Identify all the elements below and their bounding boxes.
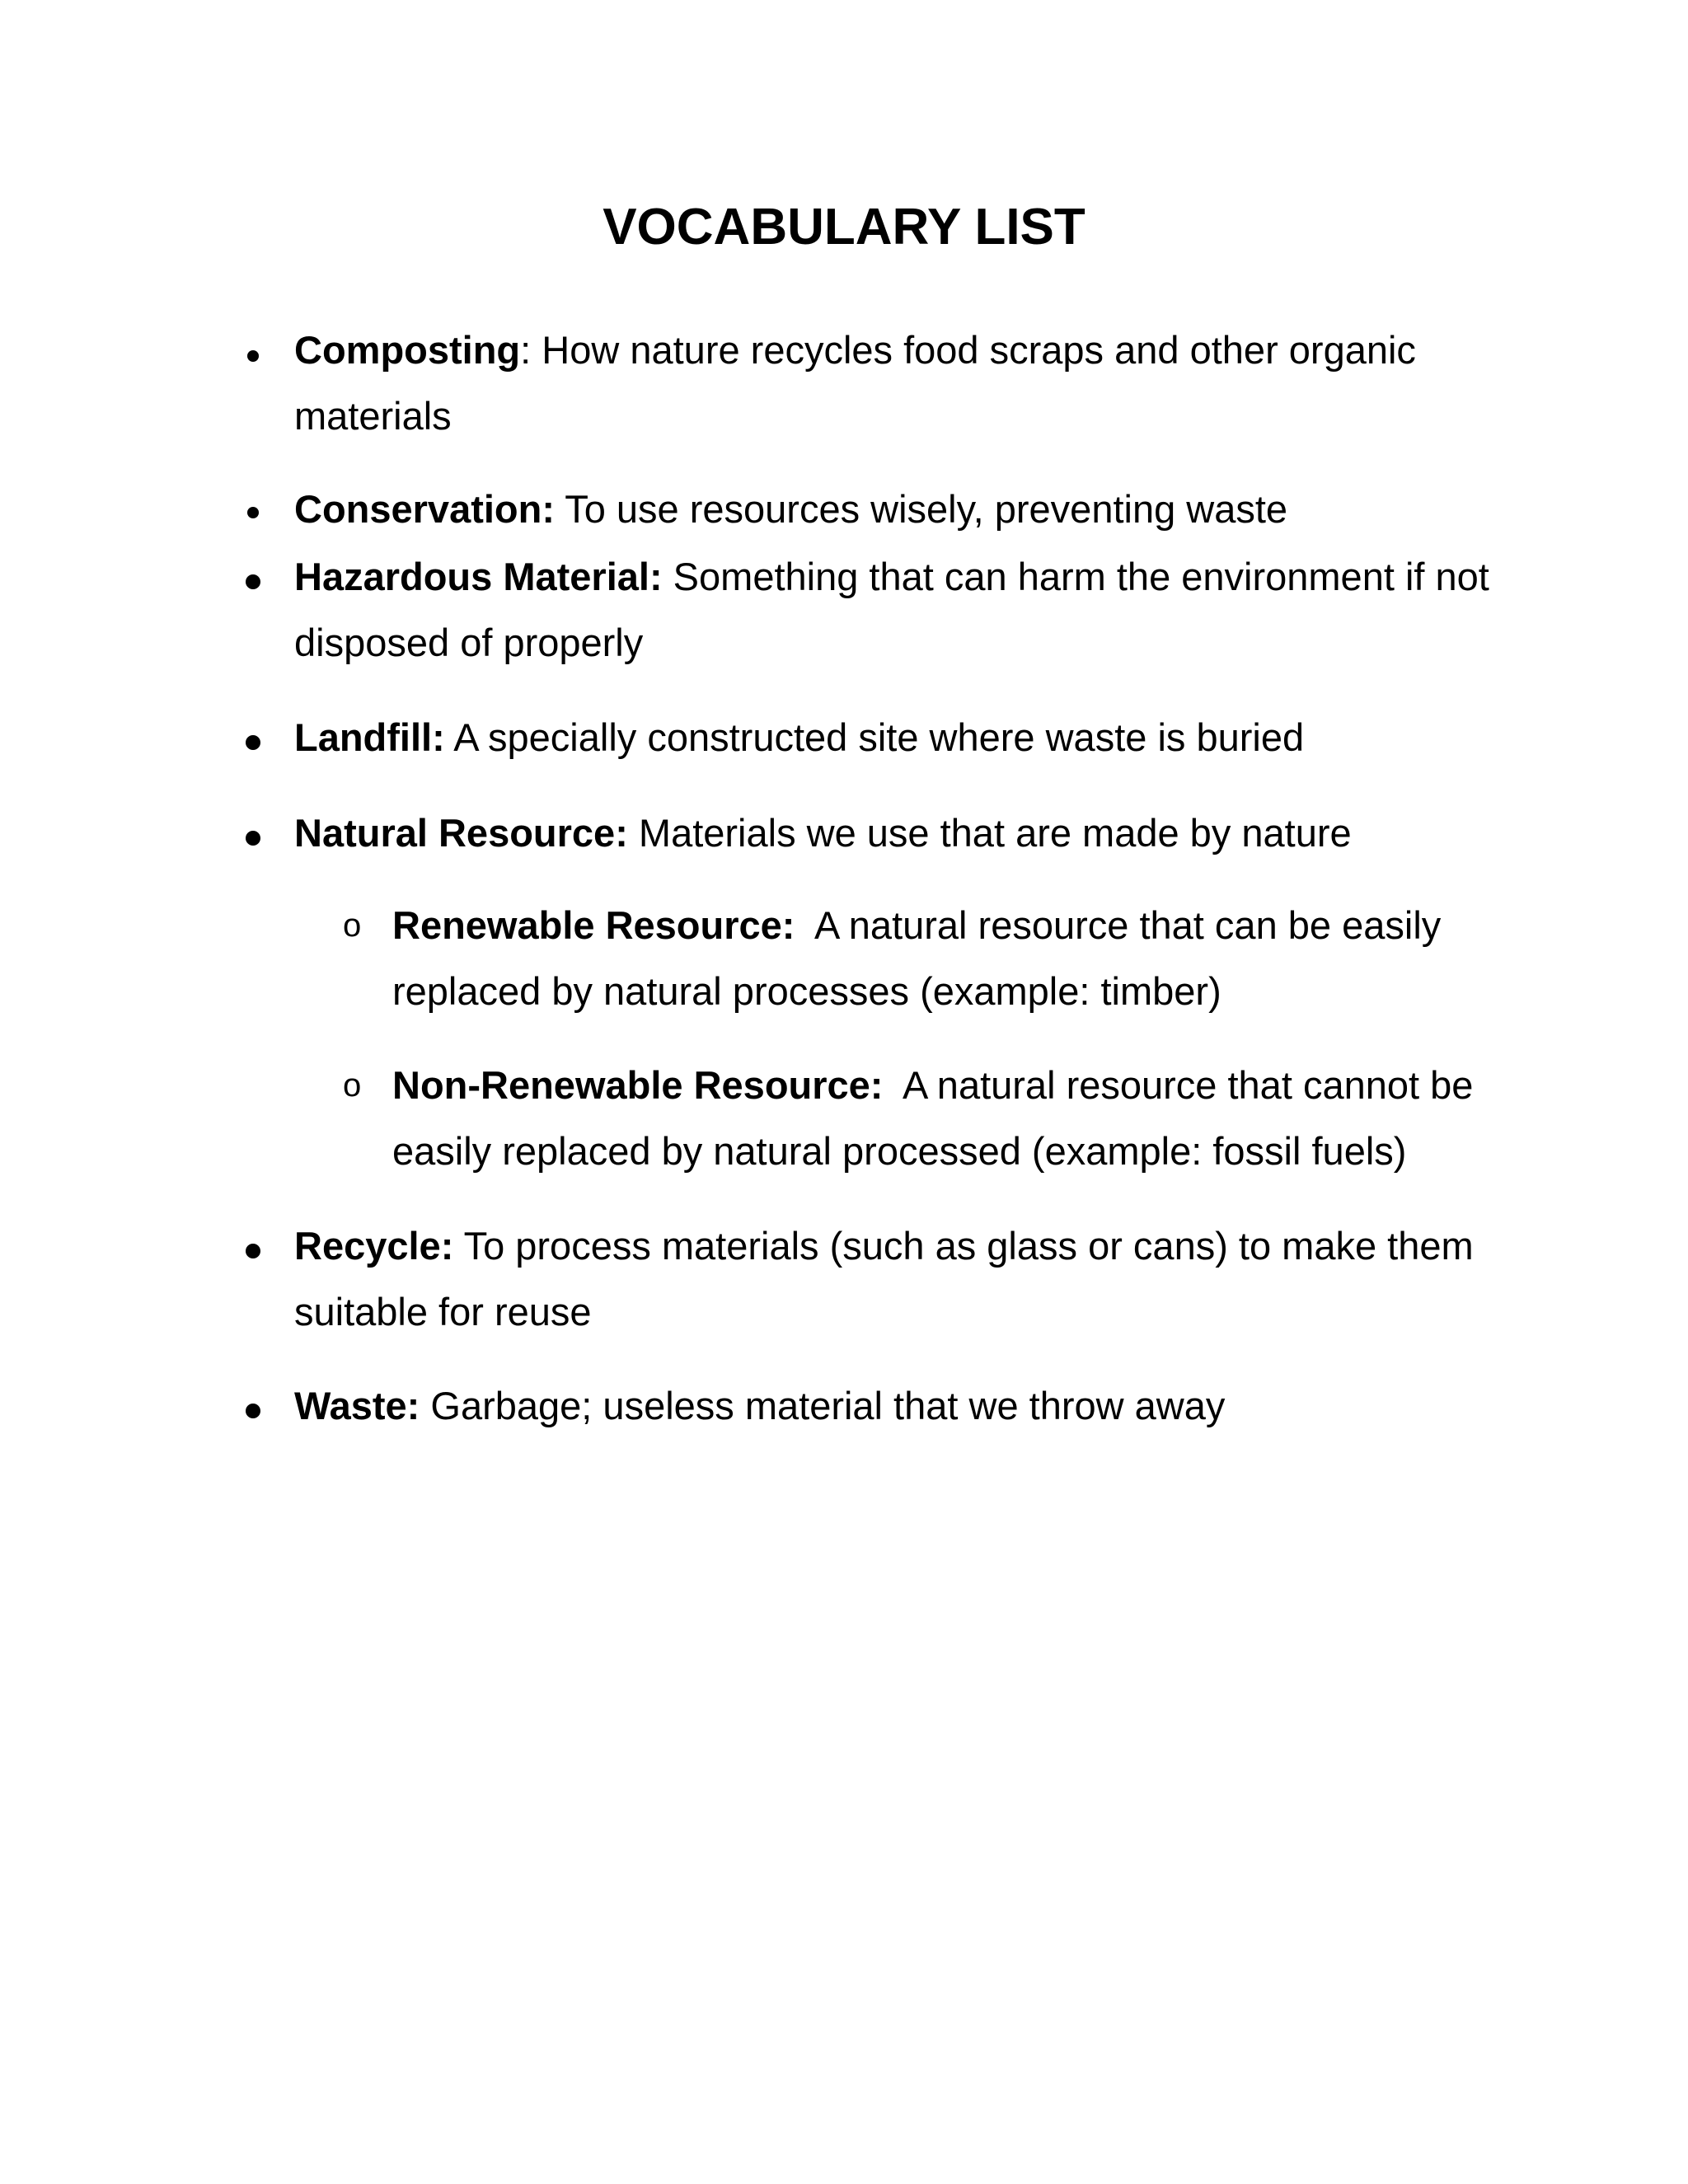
bullet-icon bbox=[247, 507, 259, 518]
page-title: VOCABULARY LIST bbox=[603, 199, 1085, 255]
definition-text: materials bbox=[294, 394, 452, 438]
bullet-icon bbox=[246, 1404, 260, 1418]
bullet-icon bbox=[246, 1244, 260, 1258]
definition-text: Garbage; useless material that we throw away bbox=[420, 1384, 1226, 1427]
definition-text: : How nature recycles food scraps and other organic bbox=[520, 328, 1416, 372]
definition-text: A natural resource that can be easily bbox=[795, 903, 1442, 947]
term-label: Waste: bbox=[294, 1384, 420, 1427]
term-label: Recycle: bbox=[294, 1224, 454, 1268]
definition-text: To process materials (such as glass or cans) to make them bbox=[453, 1224, 1474, 1268]
term-label: Non-Renewable Resource: bbox=[392, 1063, 884, 1107]
definition-text: disposed of properly bbox=[294, 621, 644, 664]
definition-text: Something that can harm the environment if not bbox=[662, 555, 1489, 598]
term-label: Composting bbox=[294, 328, 521, 372]
bullet-icon bbox=[247, 350, 259, 362]
term-label: Natural Resource: bbox=[294, 811, 628, 855]
bullet-icon bbox=[246, 574, 260, 589]
definition-text: A natural resource that cannot be bbox=[883, 1063, 1474, 1107]
definition-text: easily replaced by natural processed (example: fossil fuels) bbox=[392, 1129, 1407, 1173]
term-label: Conservation: bbox=[294, 487, 555, 531]
hollow-bullet-icon: o bbox=[343, 1067, 362, 1104]
bullet-icon bbox=[246, 735, 260, 750]
definition-text: A specially constructed site where waste is buried bbox=[444, 715, 1305, 759]
term-label: Renewable Resource: bbox=[392, 903, 795, 947]
hollow-bullet-icon: o bbox=[343, 907, 362, 944]
definition-text: suitable for reuse bbox=[294, 1290, 592, 1333]
definition-text: Materials we use that are made by nature bbox=[627, 811, 1352, 855]
bullet-icon bbox=[246, 831, 260, 846]
definition-text: replaced by natural processes (example: timber) bbox=[392, 969, 1221, 1013]
definition-text: To use resources wisely, preventing waste bbox=[555, 487, 1288, 531]
term-label: Hazardous Material: bbox=[294, 555, 663, 598]
term-label: Landfill: bbox=[294, 715, 445, 759]
